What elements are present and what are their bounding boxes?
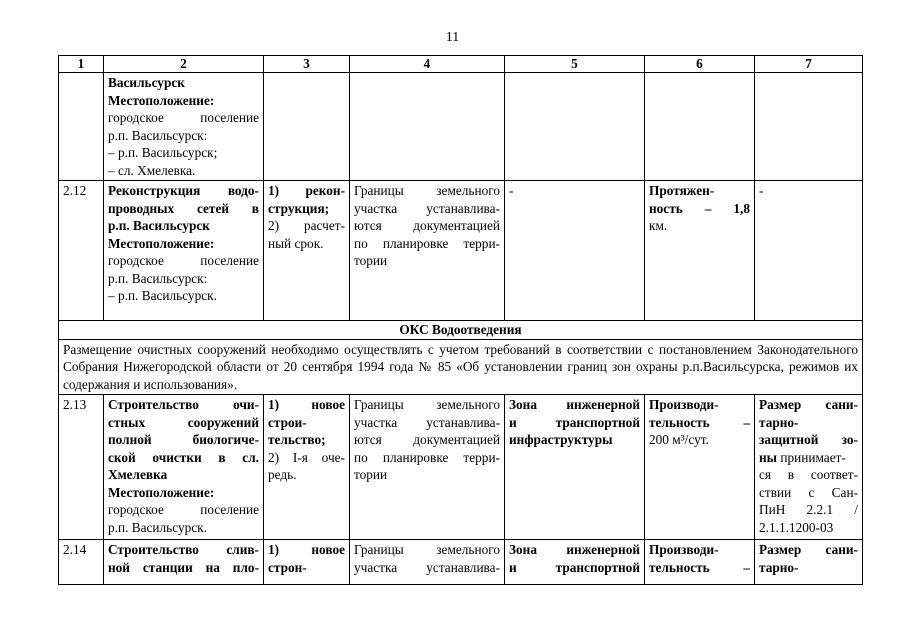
cell-type: 1) рекон- струкция; 2) расчет- ный срок.	[264, 181, 350, 321]
column-header: 4	[350, 56, 505, 73]
table-row	[59, 181, 863, 321]
document-table	[58, 55, 863, 585]
cell-zone: Зона инженерной и транспортной	[505, 540, 645, 585]
cell-num: 2.14	[59, 540, 104, 585]
cell-boundaries: Границы земельного участка устанавлива-	[350, 540, 505, 585]
cell-characteristics: Производи- тельность –	[645, 540, 755, 585]
cell-num: 2.12	[59, 181, 104, 321]
cell-object: Строительство очи- стных сооружений полной биологиче- ской очистки в сл. Хмелевка Местоположение: городское поселение р.п. Васильсурск.	[104, 395, 264, 540]
section-title: ОКС Водоотведения	[59, 321, 863, 340]
cell-boundaries: Границы земельного участка устанавлива- ются документацией по планировке терри- тории	[350, 395, 505, 540]
cell-characteristics: Производи- тельность – 200 м³/сут.	[645, 395, 755, 540]
section-note-row	[59, 339, 863, 395]
cell-characteristics: Протяжен- ность – 1,8 км.	[645, 181, 755, 321]
cell-zone: -	[505, 181, 645, 321]
cell-object: Строительство слив- ной станции на пло-	[104, 540, 264, 585]
cell-num	[59, 73, 104, 181]
section-title-row	[59, 321, 863, 340]
section-note: Размещение очистных сооружений необходимо осуществлять с учетом требований в соответствии с постановлением Законодательного Собрания Нижегородской области от 20 сентября 1994 года № 85 «Об установлении границ зон охраны р.п.Васильсурска, режимов их содержания и использования».	[59, 339, 863, 395]
column-header: 7	[755, 56, 863, 73]
table-row	[59, 540, 863, 585]
column-header: 2	[104, 56, 264, 73]
table-row	[59, 73, 863, 181]
cell-zones-restrictions: Размер сани- тарно-	[755, 540, 863, 585]
column-header: 3	[264, 56, 350, 73]
table-row	[59, 395, 863, 540]
page-number: 11	[445, 30, 460, 45]
cell-type: 1) новое строн-	[264, 540, 350, 585]
cell-object: Реконструкция водо- проводных сетей в р.п. Васильсурск Местоположение: городское поселение р.п. Васильсурск: – р.п. Васильсурск.	[104, 181, 264, 321]
cell-zones-restrictions: -	[755, 181, 863, 321]
column-header: 6	[645, 56, 755, 73]
cell-zones-restrictions: Размер сани- тарно- защитной зо- ны принимает- ся в соответ- ствии с Сан- ПиН 2.2.1 / 2.1.1.1200-03	[755, 395, 863, 540]
cell-object: Васильсурск Местоположение: городское поселение р.п. Васильсурск: – р.п. Васильсурск; – сл. Хмелевка.	[104, 73, 264, 181]
cell-type: 1) новое строи- тельство; 2) I-я оче- редь.	[264, 395, 350, 540]
column-header: 5	[505, 56, 645, 73]
table-header-row	[59, 56, 863, 73]
column-header: 1	[59, 56, 104, 73]
cell-num: 2.13	[59, 395, 104, 540]
cell-zone: Зона инженерной и транспортной инфраструктуры	[505, 395, 645, 540]
cell-boundaries: Границы земельного участка устанавлива- ются документацией по планировке терри- тории	[350, 181, 505, 321]
